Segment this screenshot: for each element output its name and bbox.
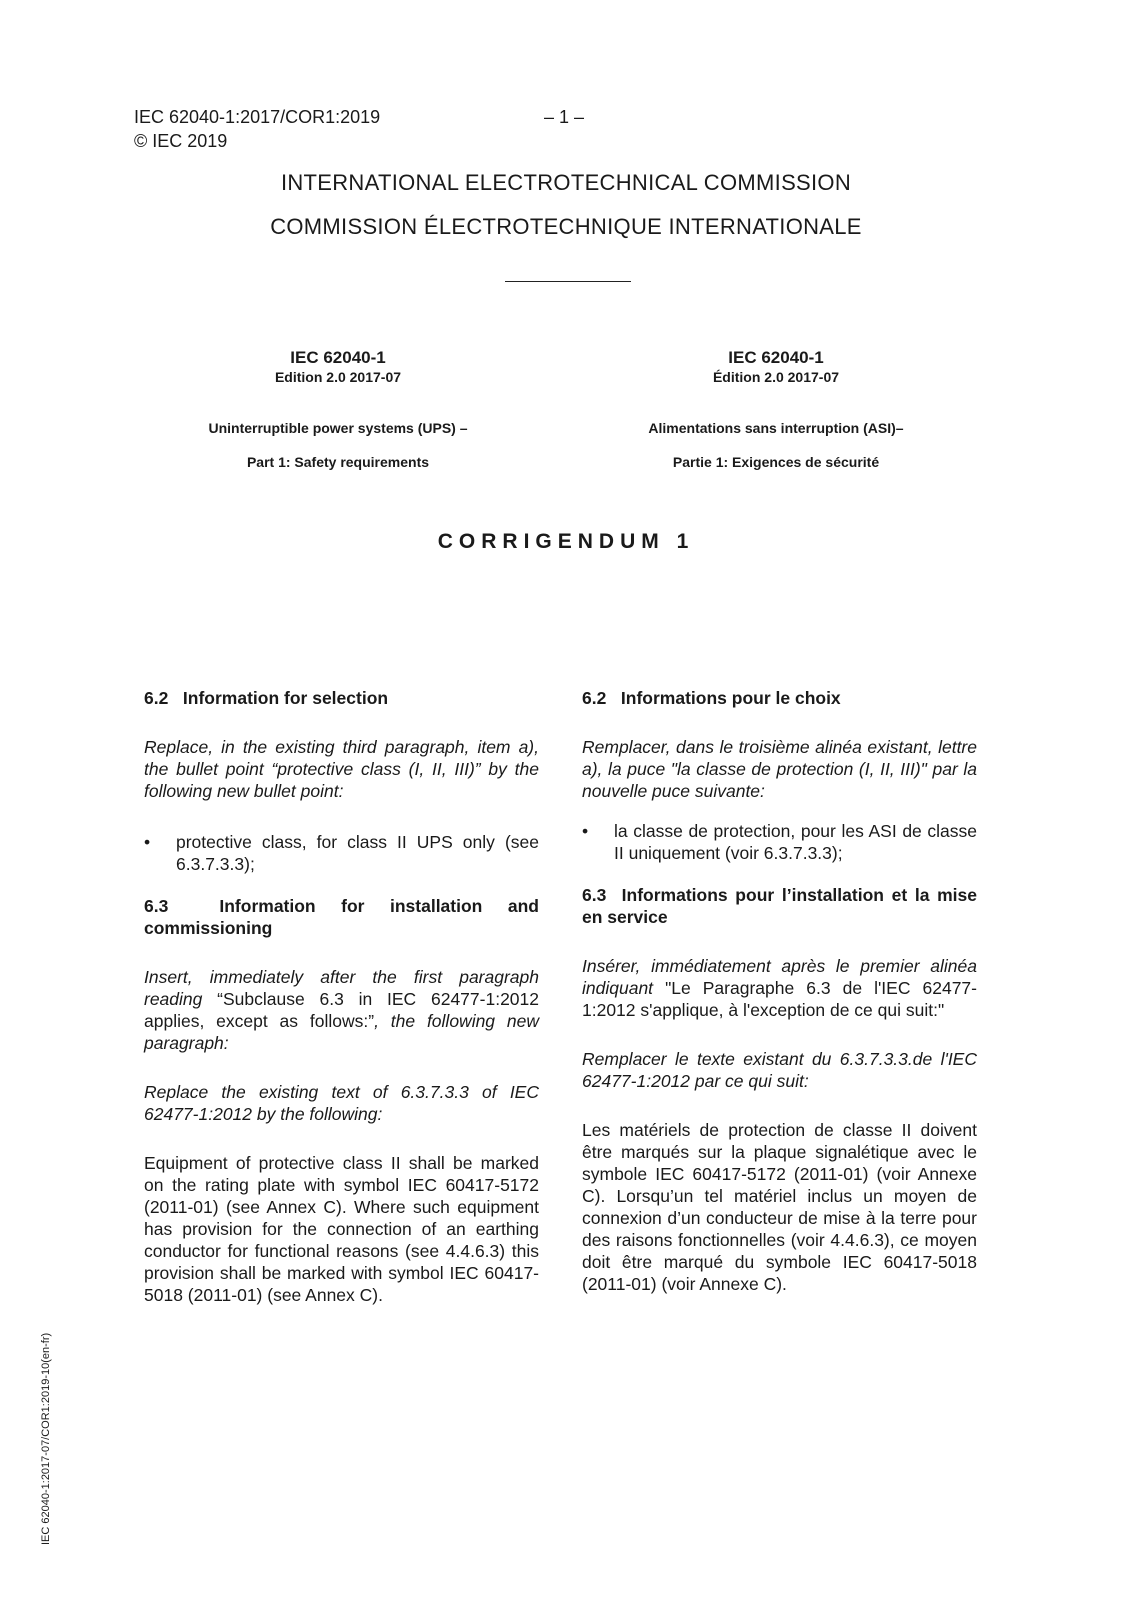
replacement-text: Equipment of protective class II shall be marked on the rating plate with symbol IEC 60417-5172 (2011-01) (see Annex C). Where such equipment has provision for the connection of an earthing conductor for functional reasons (see 4.4.6.3) this provision shall be marked with symbol IEC 60417-5018 (2011-01) (see Annex C). <box>144 1153 539 1305</box>
standard-title-fr: Alimentations sans interruption (ASI)– <box>648 420 904 436</box>
org-name-english: INTERNATIONAL ELECTROTECHNICAL COMMISSION <box>280 170 852 195</box>
section-title: Informations pour l’installation et la mise en service <box>582 885 977 927</box>
left-standard-header <box>128 348 548 386</box>
french-column <box>582 687 977 1295</box>
section-6-3-instruction-fr <box>582 955 977 1021</box>
org-name-french: COMMISSION ÉLECTROTECHNIQUE INTERNATIONALE <box>270 214 862 239</box>
quoted-text: "Le Paragraphe 6.3 de l'IEC 62477-1:2012 s'applique, à l'exception de ce qui suit:" <box>582 978 977 1020</box>
section-title: Information for selection <box>182 688 389 708</box>
section-title: Informations pour le choix <box>620 688 841 708</box>
page-number: – 1 – <box>544 107 585 127</box>
bullet-icon: • <box>144 832 151 852</box>
header-divider <box>505 281 631 282</box>
replacement-text-fr: Les matériels de protection de classe II doivent être marqués sur la plaque signalétique avec le symbole IEC 60417-5172 (2011-01) (voir Annexe C). Lorsqu’un tel matériel inclus un moyen de connexion d’un conducteur de mise à la terre pour des raisons fonctionnelles (voir 4.4.6.3), ce moyen doit être marqué du symbole IEC 60417-5018 (2011-01) (voir Annexe C). <box>582 1120 977 1294</box>
bullet-text: protective class, for class II UPS only (see 6.3.7.3.3); <box>176 832 539 874</box>
edition-info-fr: Édition 2.0 2017-07 <box>712 369 840 385</box>
standard-title: Uninterruptible power systems (UPS) – <box>208 420 468 436</box>
corrigendum-title: CORRIGENDUM 1 <box>437 530 695 553</box>
standard-number: IEC 62040-1 <box>290 348 386 367</box>
document-reference: IEC 62040-1:2017/COR1:2019 <box>134 107 381 127</box>
copyright-notice: © IEC 2019 <box>134 131 228 151</box>
section-6-2-heading <box>144 687 539 709</box>
instruction-text-end: , the following new paragraph: <box>144 1011 539 1053</box>
section-number: 6.3 <box>582 885 607 905</box>
replace-instruction-fr: Remplacer le texte existant du 6.3.7.3.3.de l'IEC 62477-1:2012 par ce qui suit: <box>582 1049 977 1091</box>
bullet-text: la classe de protection, pour les ASI de classe II uniquement (voir 6.3.7.3.3); <box>614 821 977 863</box>
list-item <box>144 831 539 875</box>
section-number: 6.2 <box>582 688 607 708</box>
quoted-text: “Subclause 6.3 in IEC 62477-1:2012 applies, except as follows:” <box>144 989 539 1031</box>
section-6-2-instruction-fr: Remplacer, dans le troisième alinéa existant, lettre a), la puce "la classe de protection (I, II, III)" par la nouvelle puce suivante: <box>582 737 977 801</box>
replace-instruction: Replace the existing text of 6.3.7.3.3 of IEC 62477-1:2012 by the following: <box>144 1082 539 1124</box>
edition-info: Edition 2.0 2017-07 <box>274 369 402 385</box>
bullet-icon: • <box>582 821 589 841</box>
instruction-text: Insérer, immédiatement après le premier alinéa indiquant <box>582 956 977 998</box>
section-6-3-heading-fr <box>582 884 977 928</box>
section-6-3-instruction <box>144 966 539 1054</box>
right-standard-header <box>566 348 986 386</box>
section-number: 6.2 <box>144 688 169 708</box>
english-column <box>144 687 539 1306</box>
standard-part: Part 1: Safety requirements <box>246 454 430 470</box>
section-6-3-heading <box>144 895 539 939</box>
section-6-2-instruction: Replace, in the existing third paragraph, item a), the bullet point “protective class (I, II, III)” by the following new bullet point: <box>144 737 539 801</box>
instruction-text: Insert, immediately after the first paragraph reading <box>144 967 539 1009</box>
standard-part-fr: Partie 1: Exigences de sécurité <box>672 454 880 470</box>
section-6-2-heading-fr <box>582 687 977 709</box>
side-document-id: IEC 62040-1:2017-07/COR1:2019-10(en-fr) <box>40 1332 52 1545</box>
list-item <box>582 820 977 864</box>
section-number: 6.3 <box>144 896 169 916</box>
standard-number-fr: IEC 62040-1 <box>728 348 824 367</box>
section-title: Information for installation and commissioning <box>144 896 539 938</box>
